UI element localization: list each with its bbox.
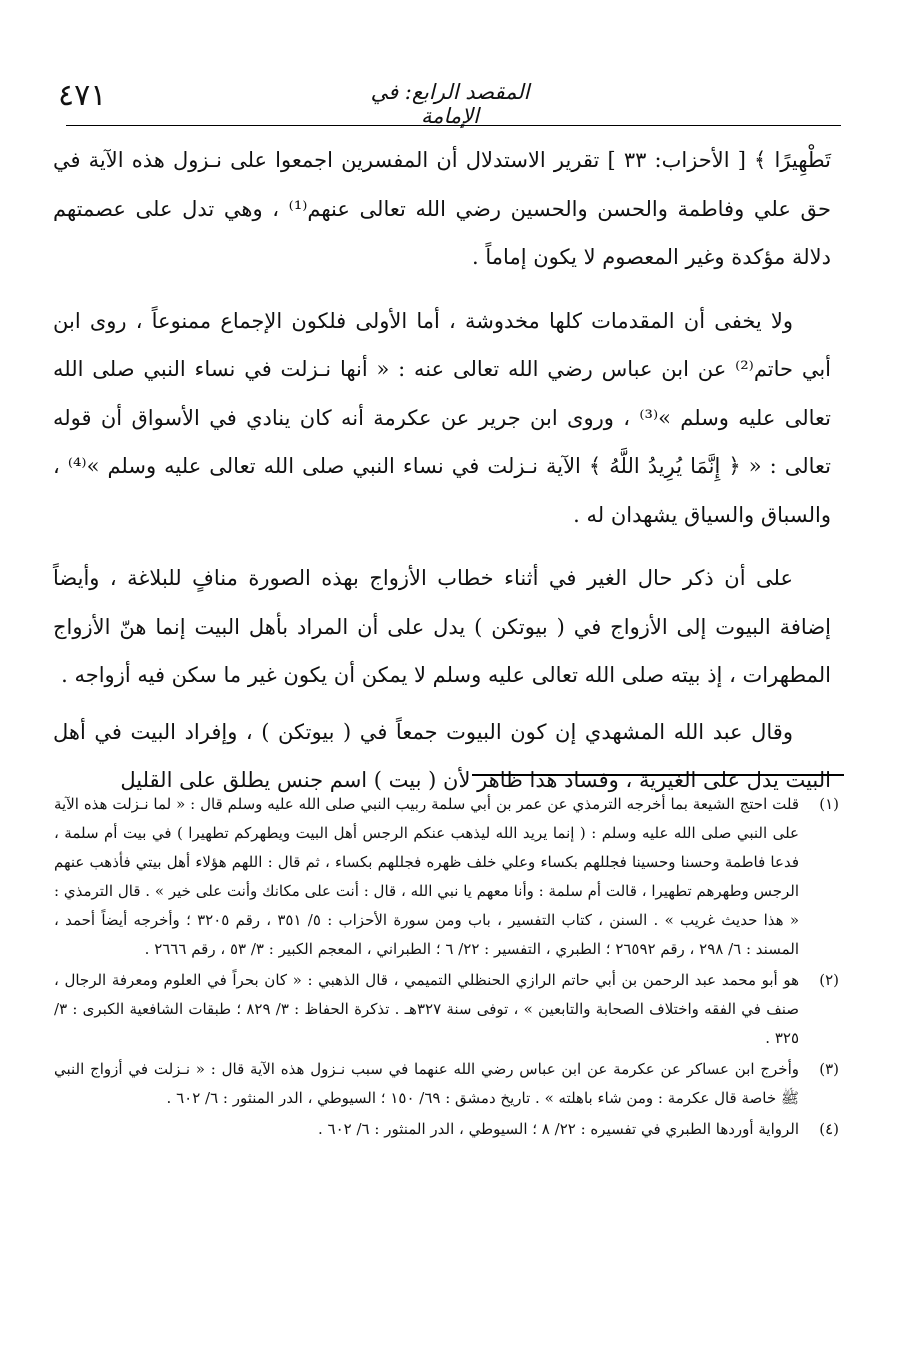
running-title: المقصد الرابع: في الإمامة bbox=[370, 80, 530, 128]
footnote-text: قلت احتج الشيعة بما أخرجه الترمذي عن عمر بن أبي سلمة ربيب النبي صلى الله عليه وسلم قال : « لما نـزلت هذه الآية على النبي صلى الله عليه وسلم : ( إنما يريد الله ليذهب عنكم الرجس أهل البيت ويطهركم تطهيرا ) في بيت أم سلمة ، فدعا فاطمة وحسنا وحسينا فجللهم بكساء وعلي خلف ظهره فجللهم بكساء ، ثم قال : اللهم هؤلاء أهل بيتي فأذهب عنهم الرجس وطهرهم تطهيرا ، قالت أم سلمة : وأنا معهم يا نبي الله ، قال : أنت على مكانك وأنت على خير » . قال الترمذي : « هذا حديث غريب » . السنن ، كتاب التفسير ، باب ومن سورة الأحزاب : ٥/ ٣٥١ ، رقم ٣٢٠٥ ؛ وأخرجه أيضاً أحمد ، المسند : ٦/ ٢٩٨ ، رقم ٢٦٥٩٢ ؛ الطبري ، التفسير : ٢٢/ ٦ ؛ الطبراني ، المعجم الكبير : ٣/ ٥٣ ، رقم ٢٦٦٦ . bbox=[54, 795, 800, 958]
paragraph-2: ولا يخفى أن المقدمات كلها مخدوشة ، أما الأولى فلكون الإجماع ممنوعاً ، روى ابن أبي حاتم⁽²⁾ عن ابن عباس رضي الله تعالى عنه : « أنها نـزلت في نساء النبي صلى الله تعالى عليه وسلم »⁽³⁾ ، وروى ابن جرير عن عكرمة أنه كان ينادي في الأسواق أن قوله تعالى : « ﴿ إِنَّمَا يُرِيدُ اللَّهُ ﴾ الآية نـزلت في نساء النبي صلى الله تعالى عليه وسلم »⁽⁴⁾ ، والسباق والسياق يشهدان له . bbox=[53, 308, 832, 527]
footnote-1 bbox=[54, 790, 839, 964]
footnote-text: الرواية أوردها الطبري في تفسيره : ٢٢/ ٨ ؛ السيوطي ، الدر المنثور : ٦/ ٦٠٢ . bbox=[318, 1120, 799, 1138]
footnotes bbox=[54, 790, 839, 1144]
footnote-4 bbox=[54, 1115, 839, 1144]
paragraph-1: تَطْهِيرًا ﴾ [ الأحزاب: ٣٣ ] تقرير الاستدلال أن المفسرين اجمعوا على نـزول هذه الآية في حق علي وفاطمة والحسن والحسين رضي الله تعالى عنهم⁽¹⁾ ، وهي تدل على عصمتهم دلالة مؤكدة وغير المعصوم لا يكون إماماً . bbox=[53, 148, 831, 269]
footnote-number: (٣) bbox=[819, 1060, 839, 1078]
footnote-2 bbox=[54, 966, 839, 1053]
paragraph-3: على أن ذكر حال الغير في أثناء خطاب الأزواج بهذه الصورة منافٍ للبلاغة ، وأيضاً إضافة البيوت إلى الأزواج في ( بيوتكن ) يدل على أن المراد بأهل البيت إنما هنّ الأزواج المطهرات ، إذ بيته صلى الله تعالى عليه وسلم لا يمكن أن يكون غير ما سكن فيه أزواجه . bbox=[53, 566, 831, 687]
footnote-number: (٢) bbox=[819, 971, 839, 989]
header-rule bbox=[66, 125, 841, 126]
footnote-number: (١) bbox=[819, 795, 839, 813]
footnote-3 bbox=[54, 1055, 839, 1113]
footnote-text: هو أبو محمد عبد الرحمن بن أبي حاتم الرازي الحنظلي التميمي ، قال الذهبي : « كان بحراً في العلوم ومعرفة الرجال ، صنف في الفقه واختلاف الصحابة والتابعين » ، توفى سنة ٣٢٧هـ . تذكرة الحفاظ : ٣/ ٨٢٩ ؛ طبقات الشافعية الكبرى : ٣/ ٣٢٥ . bbox=[54, 971, 800, 1047]
footnote-separator bbox=[472, 774, 844, 776]
paragraph-4: وقال عبد الله المشهدي إن كون البيوت جمعاً في ( بيوتكن ) ، وإفراد البيت في أهل البيت يدل على الغيرية ، وفساد هذا ظاهر لأن ( بيت ) اسم جنس يطلق على القليل bbox=[53, 719, 831, 792]
page-number: ٤٧١ bbox=[58, 78, 107, 113]
main-text bbox=[53, 136, 831, 805]
footnote-number: (٤) bbox=[819, 1120, 839, 1138]
footnote-text: وأخرج ابن عساكر عن عكرمة عن ابن عباس رضي الله عنهما في سبب نـزول هذه الآية قال : « نـزلت في أزواج النبي ﷺ خاصة قال عكرمة : ومن شاء باهلته » . تاريخ دمشق : ٦٩/ ١٥٠ ؛ السيوطي ، الدر المنثور : ٦/ ٦٠٢ . bbox=[54, 1060, 799, 1107]
